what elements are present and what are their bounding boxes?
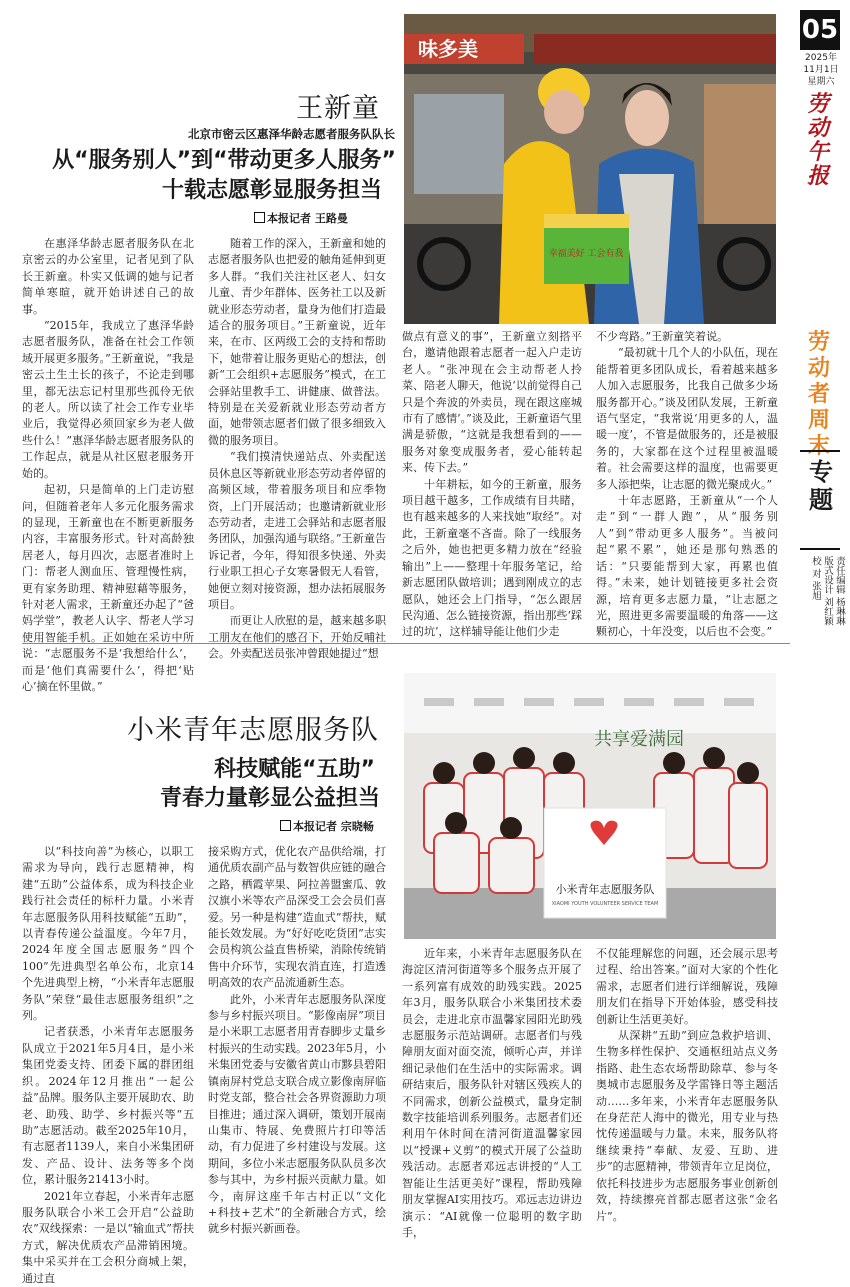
article1-paragraph: “2015年，我成立了惠泽华龄志愿者服务队，准备在社会工作领域开展更多服务。”王新童说，“我是密云土生土长的孩子，不论走到哪里，都无法忘记村里那些孤伶无依的老人。所以读了社会工作专业毕业后，我觉得必须回家乡为老人做些什么！”惠泽华龄志愿者服务队的工作起点，就是从社区慰老服务开始的。 — [22, 319, 194, 480]
article1-paragraph: 在惠泽华龄志愿者服务队在北京密云的办公室里，记者见到了队长王新童。朴实又低调的她与记者简单寒暄，就开始讲述自己的故事。 — [22, 237, 194, 316]
gift-bag-text: 幸福美好 工会有我 — [548, 249, 624, 259]
article-divider — [22, 643, 790, 644]
article1-title-line2: 十载志愿彰显服务担当 — [161, 178, 382, 203]
credit-editor: 责任编辑 杨琳琳 — [834, 556, 845, 626]
article1-name: 王新童 — [296, 93, 380, 124]
article1-paragraph: “最初就十几个人的小队伍，现在能帮着更多团队成长，看着越来越多人加入志愿服务，比我自己做多少场服务都开心。”谈及团队发展，王新童语气坚定，“我常说‘用更多的人，温暖一度’，不管是做服务的，还是被服务的，大家都在这个过程里被温暖着。社会需要这样的温度，也需要更多人添把柴，让志愿的微光聚成火。” — [596, 346, 778, 491]
article1-column-4 — [596, 329, 778, 638]
article1-title-line1: 从“服务别人”到“带动更多人服务” — [52, 148, 396, 173]
editor-credits — [789, 556, 845, 626]
article2-column-3 — [402, 946, 582, 1239]
article1-paragraph: 十年耕耘，如今的王新童，服务项目越干越多，工作成绩有目共睹，也有越来越多的人来找她“取经”。对此，王新童毫不吝啬。除了一线服务之后外，她也把更多精力放在“经验输出”上——整理十年服务笔记，给新志愿团队做培训；遇到刚成立的志愿队，她还会上门指导，“怎么跟居民沟通、怎么链接资源，指出那些‘踩过的坑’，这样辅导能让他们少走 — [402, 477, 582, 639]
photo-volunteer-group — [404, 673, 776, 939]
credit-proofreader: 校 对 张旭 — [810, 556, 821, 601]
masthead-logo: 劳动午报 — [806, 91, 829, 189]
article2-byline: 本报记者 宗晓畅 — [280, 818, 374, 834]
article1-photo — [404, 14, 776, 324]
article1-column-1 — [22, 236, 194, 693]
article2-column-1 — [22, 844, 194, 1285]
article1-column-2 — [208, 236, 386, 661]
photo-volunteer-and-courier — [404, 14, 776, 324]
article2-title-line2: 青春力量彰显公益担当 — [159, 786, 380, 811]
article2-paragraph: 此外，小米青年志愿服务队深度参与乡村振兴项目。“影像南屏”项目是小米职工志愿者用青春脚步丈量乡村振兴的生动实践。2023年5月，小米集团党委与安徽省黄山市黟县碧阳镇南屏村党总支联合成立影像南屏临时党支部，整合社会各界资源助力项目推进；通过深入调研，策划开展南山集市、特展、免费照片打印等活动，有力促进了乡村建设与发展。这期间，多位小米志愿服务队队员多次参与其中，为乡村振兴贡献力量。如今，南屏这座千年古村正以“文化+科技+艺术”的全新融合方式，绘就乡村振兴新画卷。 — [208, 992, 386, 1236]
article1-paragraph: 随着工作的深入，王新童和她的志愿者服务队也把爱的触角延伸到更多人群。“我们关注社区老人、妇女儿童、青少年群体、医务社工以及新就业形态劳动者，量身为他们打造最适合的服务项目。”王新童说，近年来，在市、区两级工会的支持和帮助下，她带着让服务更贴心的想法，创新“工会组织+志愿服务”模式，在工会驿站里教手工、讲健康、做普法。特别是在关爱新就业形态劳动者方面，她带领志愿者们做了很多细致入微的服务项目。 — [208, 237, 386, 447]
article1-paragraph: 不少弯路。”王新童笑着说。 — [596, 330, 729, 343]
issue-date — [800, 52, 842, 88]
issue-year: 2025年 — [805, 53, 837, 63]
issue-day: 11月1日 — [803, 65, 839, 75]
article2-name: 小米青年志愿服务队 — [127, 715, 379, 746]
backdrop-text: 共享爱满园 — [594, 729, 684, 750]
article1-byline: 本报记者 王路曼 — [254, 210, 348, 226]
article2-paragraph: 2021年立春起，小米青年志愿服务队联合小米工会开启“公益助农”双线探索：一是以“输血式”帮扶方式，解决优质农产品滞销困境。集中采买并在工会积分商城上架，通过直 — [22, 1189, 194, 1285]
page-number: 05 — [800, 10, 840, 50]
issue-weekday: 星期六 — [807, 77, 835, 87]
banner-subtext: XIAOMI YOUTH VOLUNTEER SERVICE TEAM — [551, 901, 659, 907]
article2-paragraph: 以“科技向善”为核心，以职工需求为导向，践行志愿精神，构建“五助”公益体系，成为科技企业践行社会责任的标杆力量。小米青年志愿服务队用科技赋能“五助”，以青春传递公益温度。今年7月，2024年度全国志愿服务“四个100”先进典型名单公布，北京14个先进典型上榜，“小米青年志愿服务队”荣登“最佳志愿服务组织”之列。 — [22, 845, 194, 1023]
article1-paragraph: 起初，只是简单的上门走访慰问，但随着老年人多元化服务需求的显现，王新童也在不断更新服务内容，丰富服务形式。针对高龄独居老人，每月四次，志愿者准时上门：帮老人测血压、管理慢性病，更有家务助理、精神慰藉等服务，针对老人需求，王新童还办起了“爸妈学堂”，教老人认字、帮老人学习使用智能手机。正如她在采访中所说：“志愿服务不是‘我想给什么’，而是‘他们真需要什么’，得把‘贴心’摘在怀里做。” — [22, 483, 194, 693]
article1-paragraph: “我们摸清快递站点、外卖配送员休息区等新就业形态劳动者停留的高频区域，带着服务项目和应季物资，上门开展活动；也邀请新就业形态劳动者，走进工会驿站和志愿者服务团队，加强沟通与联络。”王新童告诉记者，今年，得知很多快递、外卖行业职工担心子女寒暑假无人看管，她便立刻对接资源，想办法拓展服务项目。 — [208, 450, 386, 611]
credit-designer: 版式设计 刘红颖 — [822, 556, 833, 626]
article2-paragraph: 从深耕“五助”到应急救护培训、生物多样性保护、交通枢纽站点义务指路、赴生态农场帮助除草、参与冬奥城市志愿服务及学雷锋日等主题活动……多年来，小米青年志愿服务队在身茫茫人海中的微光，用专业与热忱传递温暖与力量。未来，服务队将继续秉持“奉献、友爱、互助、进步”的志愿精神，带领青年立足岗位，依托科技进步为志愿服务事业创新创效，持续擦亮首都志愿者这张“金名片”。 — [596, 1029, 778, 1223]
article1-column-3 — [402, 329, 582, 638]
article2-paragraph: 接采购方式，优化农产品供给端，打通优质农副产品与数智供应链的融合之路，栖霞苹果、阿拉善盟蜜瓜、敦汉旗小米等农产品深受工会会员们喜爱。另一种是构建“造血式”帮扶，赋能长效发展。为“好好吃吃货团”志实会员构筑公益直售桥梁，消除传统销售中介环节，实现农消直连，打造透明高效的农产品流通新生态。 — [208, 845, 386, 990]
column-name: 劳动者周末 — [807, 330, 830, 459]
banner-text: 小米青年志愿服务队 — [555, 883, 655, 896]
article2-photo — [404, 673, 776, 939]
article2-paragraph: 近年来，小米青年志愿服务队在海淀区清河街道等多个服务点开展了一系列富有成效的助残实践。2025年3月，服务队联合小米集团技术委员会，走进北京市温馨家园阳光助残志愿服务示范站调研。志愿者们与残障朋友面对面交流，倾听心声，并详细记录他们在生活中的实际需求。调研结束后，服务队针对辖区残疾人的不同需求，创新公益模式，量身定制数字技能培训系列服务。志愿者们还利用午休时间在清河街道温馨家园以“授课+义剪”的模式开展了公益助残活动。志愿者邓远志讲授的“人工智能让生活更美好”课程，帮助残障朋友掌握AI实用技巧。邓远志边讲边演示：“AI就像一位聪明的数字助手， — [402, 947, 582, 1239]
article2-paragraph: 记者获悉，小米青年志愿服务队成立于2021年5月4日，是小米集团党委支持、团委下属的群团组织。2024年12月推出“一起公益”品牌。服务队主要开展助农、助老、助残、助学、乡村振兴等“五助”志愿活动。截至2025年10月，有志愿者1139人，来自小米集团研发、产品、设计、法务等多个岗位，累计服务21413小时。 — [22, 1025, 194, 1187]
article1-paragraph: 而更让人欣慰的是，越来越多职工朋友在他们的感召下，开始反哺社会。外卖配送员张冲曾跟她提过“想 — [208, 614, 386, 661]
article1-subtitle: 北京市密云区惠泽华龄志愿者服务队队长 — [188, 127, 395, 141]
article1-paragraph: 做点有意义的事”，王新童立刻搭平台，邀请他跟着志愿者一起入户走访老人。“张冲现在会主动帮老人拎菜、陪老人聊天，他说‘以前觉得自己只是个奔波的外卖员，现在跟这座城市有了感情’。”谈及此，王新童语气里满是骄傲，“这就是我想看到的——服务对象变成服务者，爱心能转起来、传下去。” — [402, 330, 582, 475]
topic-label: 专题 — [809, 458, 833, 514]
article2-title-line1: 科技赋能“五助” — [214, 757, 375, 782]
article2-column-4 — [596, 946, 778, 1224]
article2-column-2 — [208, 844, 386, 1236]
article2-paragraph: 不仅能理解您的问题，还会展示思考过程、给出答案。”面对大家的个性化需求，志愿者们进行详细解说，残障朋友们在指导下开始体验，感受科技创新让生活更美好。 — [596, 947, 778, 1026]
article1-paragraph: 十年志愿路，王新童从“一个人走”到“一群人跑”，从“服务别人”到“带动更多人服务”。当被问起“累不累”，她还是那句熟悉的话：“只要能帮到大家，再累也值得。”未来，她计划链接更多社会资源，培育更多志愿力量，“让志愿之光，照进更多需要温暖的角落——这颗初心，十年没变，以后也不会变。” — [596, 494, 778, 639]
shop-sign-text: 味多美 — [418, 37, 478, 61]
